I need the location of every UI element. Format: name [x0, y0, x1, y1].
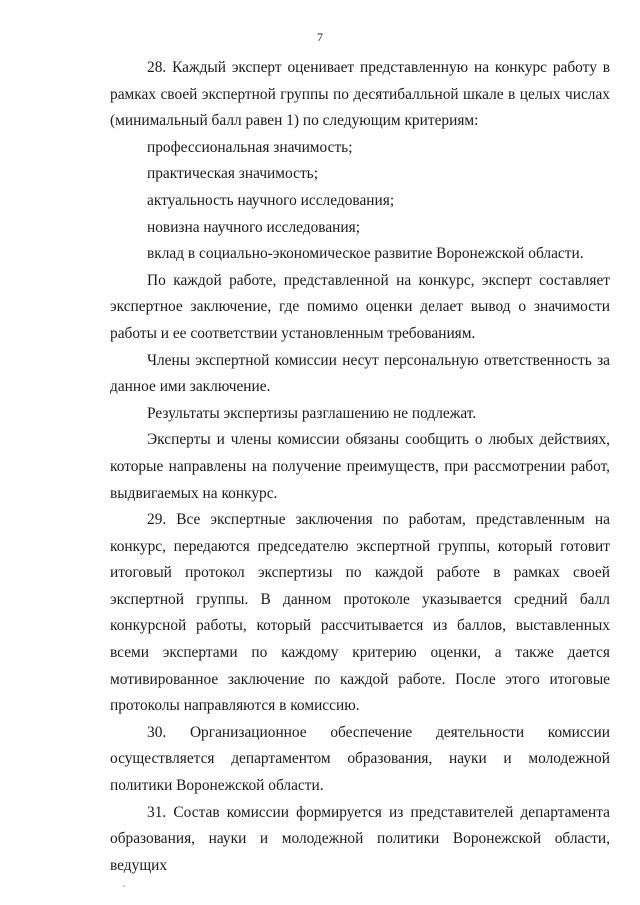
- page-body: [110, 55, 610, 879]
- paragraph-29: 29. Все экспертные заключения по работам, представленным на конкурс, передаются председателю экспертной группы, который готовит итоговый протокол экспертизы по каждой работе в рамках своей экспертной группы. В данном протоколе указывается средний балл конкурсной работы, который рассчитывается из баллов, выставленных всеми экспертами по каждому критерию оценки, а также дается мотивированное заключение по каждой работе. После этого итоговые протоколы направляются в комиссию.: [110, 511, 610, 715]
- criterion-item: вклад в социально-экономическое развитие Воронежской области.: [147, 245, 584, 263]
- paragraph-expert-conclusion: По каждой работе, представленной на конкурс, эксперт составляет экспертное заключение, где помимо оценки делает вывод о значимости работы и ее соответствии установленным требованиям.: [110, 271, 610, 342]
- page-number: 7: [317, 30, 323, 44]
- paragraph-28: 28. Каждый эксперт оценивает представленную на конкурс работу в рамках своей экспертной группы по десятибалльной шкале в целых числах (минимальный балл равен 1) по следующим критериям:: [110, 59, 610, 130]
- criterion-item: профессиональная значимость;: [147, 138, 353, 156]
- scan-artifact: [123, 885, 125, 887]
- criterion-item: новизна научного исследования;: [147, 218, 361, 236]
- criterion-item: актуальность научного исследования;: [147, 191, 395, 209]
- paragraph-disclosure: Эксперты и члены комиссии обязаны сообщить о любых действиях, которые направлены на получение преимуществ, при рассмотрении работ, выдвигаемых на конкурс.: [110, 431, 610, 502]
- paragraph-30: 30. Организационное обеспечение деятельности комиссии осуществляется департаментом образования, науки и молодежной политики Воронежской области.: [110, 723, 610, 795]
- paragraph-responsibility: Члены экспертной комиссии несут персональную ответственность за данное ими заключение.: [110, 351, 610, 396]
- paragraph-31: 31. Состав комиссии формируется из представителей департамента образования, науки и молодежной политики Воронежской области, ведущих: [110, 803, 610, 874]
- criterion-item: практическая значимость;: [147, 165, 318, 183]
- paragraph-confidentiality: Результаты экспертизы разглашению не подлежат.: [147, 404, 477, 422]
